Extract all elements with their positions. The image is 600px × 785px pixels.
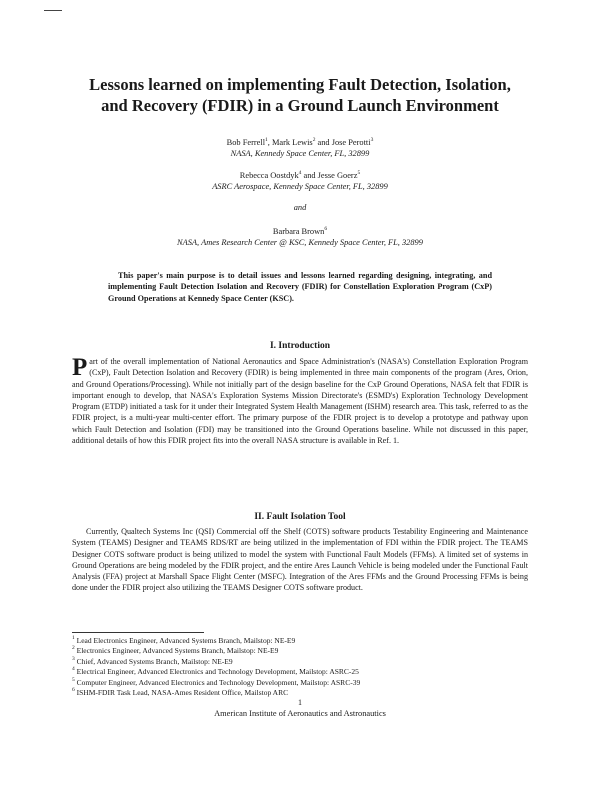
corner-mark	[44, 10, 62, 11]
footnotes	[72, 636, 542, 698]
introduction-text: art of the overall implementation of National Aeronautics and Space Administration's (NASA's) Constellation Exploration Program (CxP), Fault Detection Isolation and Recovery (FDIR) is being implemented in three main components of the program (Ares, Orion, and Ground Operations/Processing). While not initially part of the design baseline for the CxP Ground Operations, NASA felt that FDIR is important enough to develop, that NASA's Exploration Systems Mission Directorate's (ESMD's) Exploration Technology Development Program (ETDP) initiated a task for it under their Integrated System Health Management (ISHM) research area. This task, referred to as the FDIR project, is a multi-year multi-center effort. The primary purpose of the FDIR project is to develop a prototype and pathway upon which Fault Detection and Isolation (FDI) may be transitioned into the Ground Operations baseline. While not discussed in this paper, additional details of how this FDIR project fits into the overall NASA structure is available in Ref. 1.	[72, 357, 528, 445]
author-sup: 3	[370, 137, 374, 143]
author-line-1	[100, 137, 500, 148]
author-name: , Mark Lewis	[267, 138, 313, 147]
author-line-2	[100, 170, 500, 181]
affiliation-1: NASA, Kennedy Space Center, FL, 32899	[230, 149, 370, 158]
page-number: 1	[298, 698, 302, 707]
author-name: Barbara Brown	[272, 227, 325, 236]
section-heading-introduction: I. Introduction	[269, 341, 330, 351]
footnote-divider	[72, 632, 204, 633]
footnote: $^6$ ISHM-FDIR Task Lead, NASA-Ames Resident Office, Mailstop ARC	[72, 687, 289, 698]
author-name: Rebecca Oostdyk	[239, 171, 299, 180]
affiliation-2: ASRC Aerospace, Kennedy Space Center, FL, 32899	[212, 182, 388, 191]
fault-isolation-body: Currently, Qualtech Systems Inc (QSI) Commercial off the Shelf (COTS) software products Testability Engineering and Maintenance System (TEAMS) Designer and TEAMS RDS/RT are being utilized in the implementation of FDI within the FDIR project. The TEAMS Designer COTS software product is being utilized to model the system with Functional Fault Models (FFMs). A limited set of systems in Ground Operations are being modeled by the FDIR project, and the entire Ares Launch Vehicle is being modeled under the Functional Fault Analysis (FFA) project at Marshall Space Flight Center (MSFC). Integration of the Ares FFMs and the Ground Processing FFMs is being done under the FDIR project also utilizing the TEAMS Designer COTS software product.	[72, 527, 528, 593]
footnote: $^2$ Electronics Engineer, Advanced Systems Branch, Mailstop: NE-E9	[72, 645, 279, 656]
title-line: Lessons learned on implementing Fault Detection, Isolation,	[89, 75, 511, 94]
footnote: $^1$ Lead Electronics Engineer, Advanced Systems Branch, Mailstop: NE-E9	[72, 635, 296, 645]
footnote: $^4$ Electrical Engineer, Advanced Electronics and Technology Development, Mailstop: ASRC-25	[72, 666, 359, 677]
paper-title	[60, 74, 540, 116]
author-sup: 2	[312, 137, 316, 143]
author-name: Bob Ferrell	[226, 138, 266, 147]
author-name: and Jesse Goerz	[301, 171, 358, 180]
page-footer: American Institute of Aeronautics and Astronautics	[214, 709, 386, 718]
author-name: and Jose Perotti	[315, 138, 371, 147]
author-sup: 6	[324, 226, 328, 232]
author-sup: 4	[298, 170, 302, 176]
footnote: $^3$ Chief, Advanced Systems Branch, Mailstop: NE-E9	[72, 655, 233, 666]
footnote: $^5$ Computer Engineer, Advanced Electronics and Technology Development, Mailstop: ASRC-39	[72, 676, 361, 687]
drop-cap: P	[72, 354, 88, 381]
and-separator: and	[293, 203, 307, 212]
author-line-3	[100, 226, 500, 237]
introduction-body	[72, 356, 528, 446]
abstract: This paper's main purpose is to detail issues and lessons learned regarding designing, integrating, and implementing Fault Detection Isolation and Recovery (FDIR) for Constellation Exploration Program (CxP) Ground Operations at Kennedy Space Center (KSC).	[108, 271, 492, 303]
affiliation-3: NASA, Ames Research Center @ KSC, Kennedy Space Center, FL, 32899	[177, 238, 423, 247]
author-sup: 1	[265, 137, 268, 143]
author-sup: 5	[357, 170, 361, 176]
title-line: and Recovery (FDIR) in a Ground Launch Environment	[101, 96, 499, 115]
section-heading-fault-isolation-tool: II. Fault Isolation Tool	[254, 512, 346, 522]
